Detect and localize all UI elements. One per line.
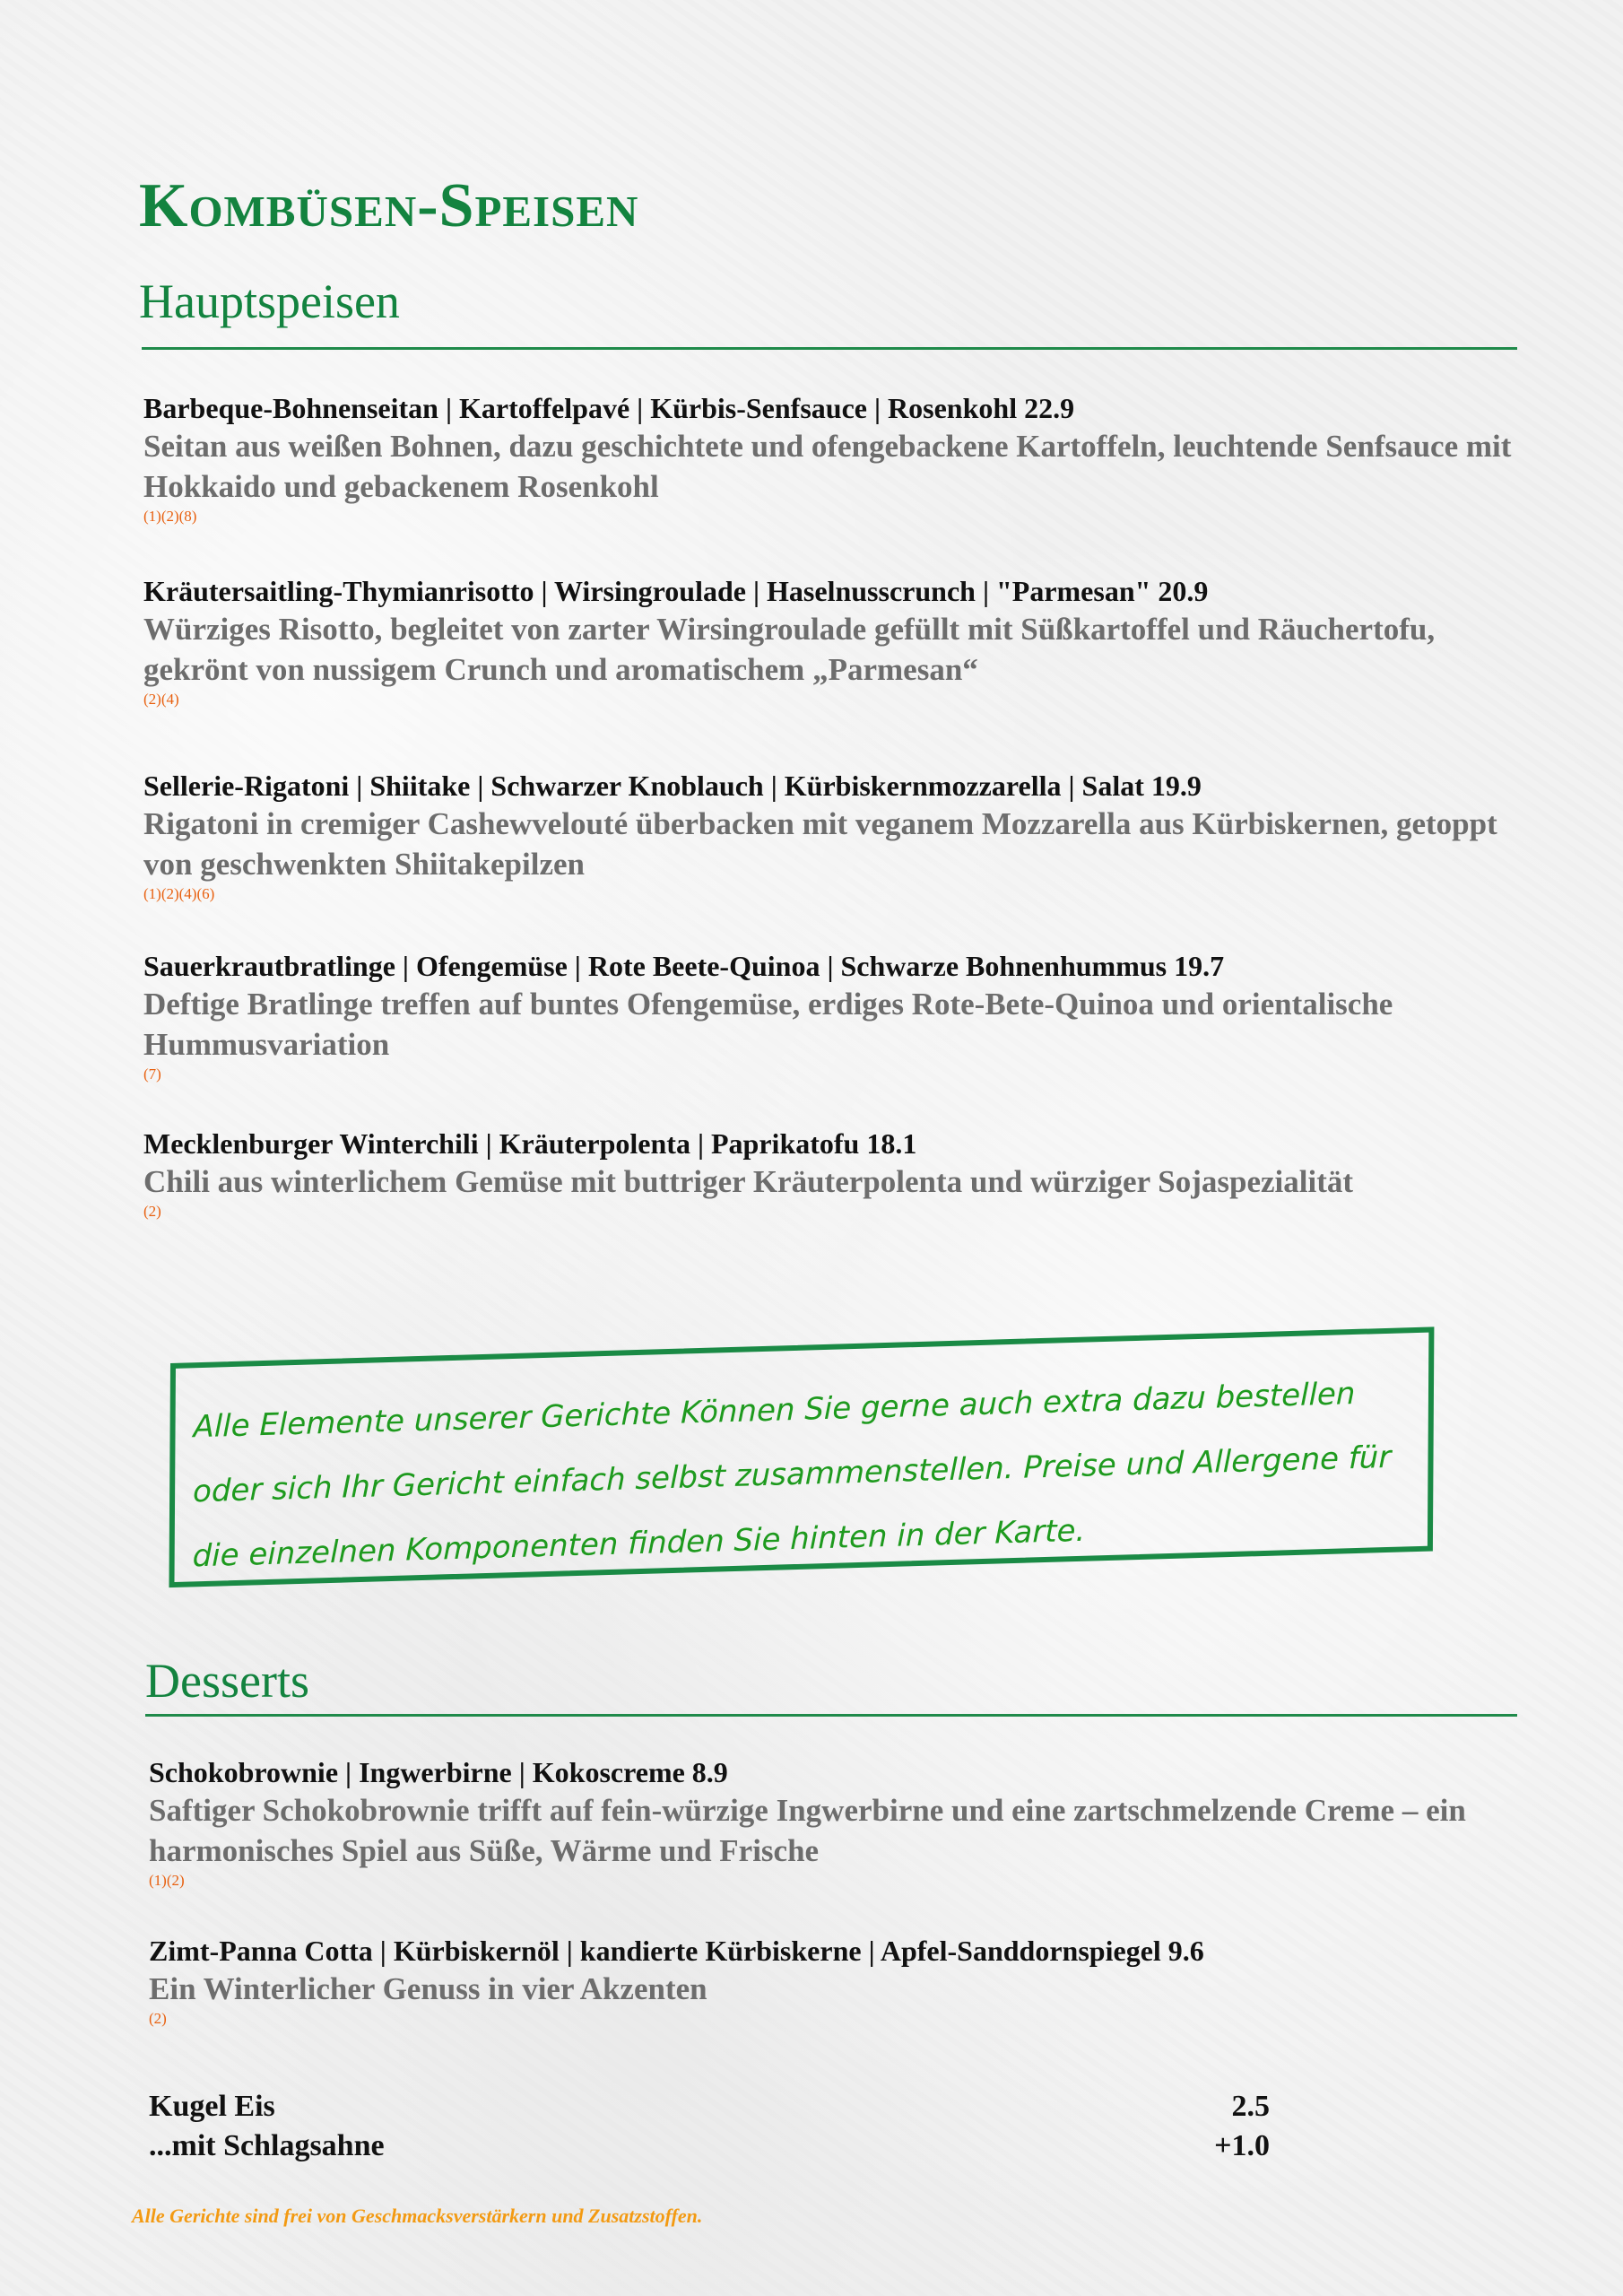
item-name: Barbeque-Bohnenseitan | Kartoffelpavé | Kürbis-Senfsauce | Rosenkohl 22.9 [143, 392, 1075, 424]
menu-item [143, 768, 1533, 904]
section-heading-desserts: Desserts [145, 1654, 309, 1708]
dessert-item [149, 1754, 1539, 1891]
custom-order-note: Alle Elemente unserer Gerichte Können Sie gerne auch extra dazu bestellen oder sich Ihr Gericht einfach selbst zusammenstellen. Preise und Allergene für die einzelnen Komponenten finden Sie hinten in der Karte. [169, 1326, 1434, 1587]
item-allergens: (2)(4) [143, 691, 179, 708]
extra-price: 2.5 [1231, 2090, 1270, 2123]
menu-item [143, 948, 1533, 1084]
extra-price: +1.0 [1214, 2129, 1270, 2162]
item-allergens: (2) [143, 1203, 161, 1220]
item-description: Rigatoni in cremiger Cashewvelouté überbacken mit veganem Mozzarella aus Kürbiskernen, getoppt von geschwenkten Shiitakepilzen [143, 806, 1497, 882]
dessert-item [149, 1933, 1539, 2029]
extra-name: Kugel Eis [149, 2090, 275, 2123]
item-description: Saftiger Schokobrownie trifft auf fein-würzige Ingwerbirne und eine zartschmelzende Creme – ein harmonisches Spiel aus Süße, Wärme und Frische [149, 1793, 1466, 1868]
item-description: Würziges Risotto, begleitet von zarter Wirsingroulade gefüllt mit Süßkartoffel und Räuchertofu, gekrönt von nussigem Crunch und aromatischem „Parmesan“ [143, 612, 1436, 687]
item-allergens: (1)(2)(4)(6) [143, 885, 215, 902]
item-name: Mecklenburger Winterchili | Kräuterpolenta | Paprikatofu 18.1 [143, 1127, 917, 1160]
item-name: Sauerkrautbratlinge | Ofengemüse | Rote Beete-Quinoa | Schwarze Bohnenhummus 19.7 [143, 950, 1225, 982]
menu-item [143, 1126, 1533, 1222]
extra-name: ...mit Schlagsahne [149, 2129, 385, 2162]
item-allergens: (7) [143, 1065, 161, 1083]
menu-title: Kombüsen-Speisen [139, 171, 639, 240]
item-allergens: (1)(2)(8) [143, 508, 197, 525]
extra-item [149, 2090, 1270, 2124]
divider [142, 347, 1517, 350]
item-description: Deftige Bratlinge treffen auf buntes Ofengemüse, erdiges Rote-Bete-Quinoa und orientalische Hummusvariation [143, 987, 1393, 1062]
menu-item [143, 573, 1533, 709]
menu-item [143, 390, 1533, 526]
item-name: Zimt-Panna Cotta | Kürbiskernöl | kandierte Kürbiskerne | Apfel-Sanddornspiegel 9.6 [149, 1935, 1204, 1967]
item-description: Chili aus winterlichem Gemüse mit buttriger Kräuterpolenta und würziger Sojaspezialität [143, 1164, 1354, 1199]
item-name: Kräutersaitling-Thymianrisotto | Wirsingroulade | Haselnusscrunch | "Parmesan" 20.9 [143, 575, 1209, 607]
item-description: Seitan aus weißen Bohnen, dazu geschichtete und ofengebackene Kartoffeln, leuchtende Senfsauce mit Hokkaido und gebackenem Rosenkohl [143, 429, 1512, 504]
item-name: Schokobrownie | Ingwerbirne | Kokoscreme 8.9 [149, 1756, 728, 1788]
section-heading-main: Hauptspeisen [139, 274, 400, 328]
item-allergens: (2) [149, 2010, 167, 2027]
divider [145, 1714, 1517, 1717]
extra-item [149, 2129, 1270, 2163]
item-name: Sellerie-Rigatoni | Shiitake | Schwarzer Knoblauch | Kürbiskernmozzarella | Salat 19.9 [143, 770, 1202, 802]
item-allergens: (1)(2) [149, 1872, 185, 1889]
footer-note: Alle Gerichte sind frei von Geschmacksverstärkern und Zusatzstoffen. [132, 2205, 703, 2227]
item-description: Ein Winterlicher Genuss in vier Akzenten [149, 1971, 707, 2006]
